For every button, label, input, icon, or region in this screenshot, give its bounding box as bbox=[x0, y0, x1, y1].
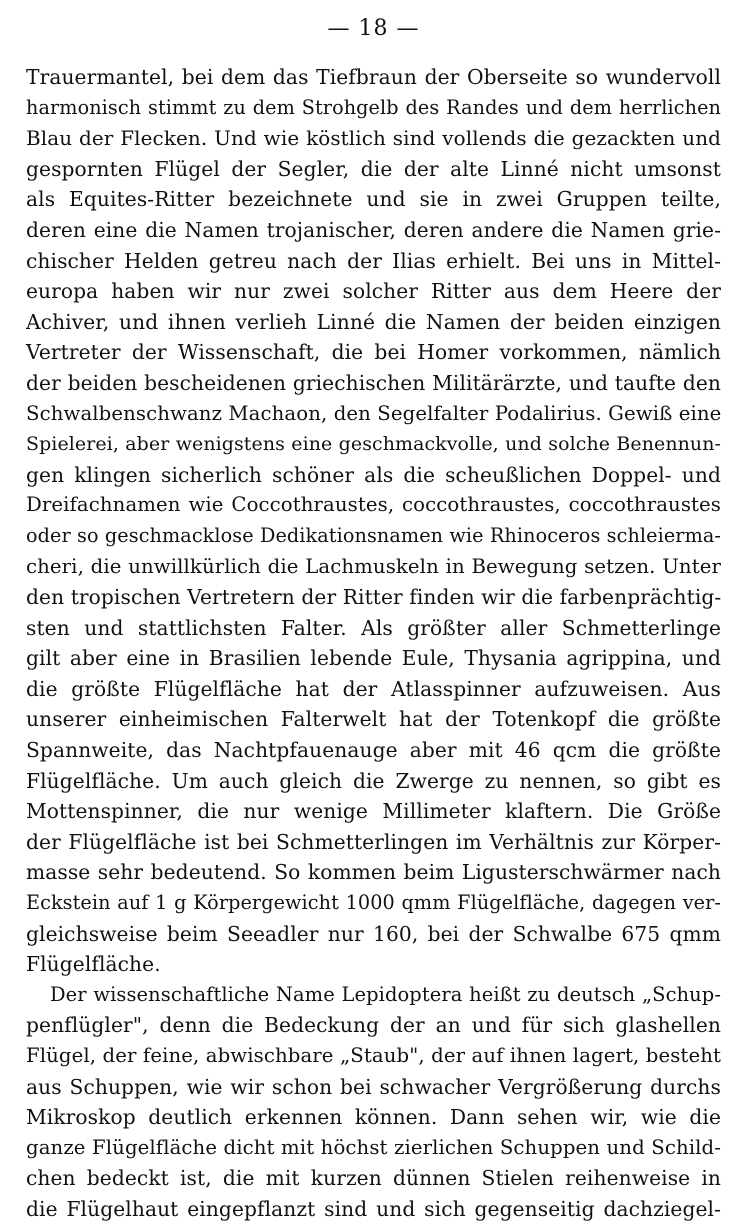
text-line: unserer einheimischen Falterwelt hat der Totenkopf die größte bbox=[26, 707, 721, 732]
text-line: Flügelfläche. bbox=[26, 952, 161, 977]
text-line: Schwalbenschwanz Machaon, den Segelfalter Podalirius. Gewiß eine bbox=[26, 401, 722, 425]
text-line: europa haben wir nur zwei solcher Ritter aus dem Heere der bbox=[26, 279, 721, 304]
text-line: Vertreter der Wissenschaft, die bei Homer vorkommen, nämlich bbox=[26, 340, 721, 365]
text-line: als Equites-Ritter bezeichnete und sie in zwei Gruppen teilte, bbox=[26, 187, 721, 212]
body-text bbox=[26, 62, 721, 1225]
text-line: oder so geschmacklose Dedikationsnamen wie Rhinoceros schleierma- bbox=[26, 523, 721, 547]
text-line: harmonisch stimmt zu dem Strohgelb des Randes und dem herrlichen bbox=[26, 95, 721, 119]
text-line: gen klingen sicherlich schöner als die scheußlichen Doppel- und bbox=[26, 462, 721, 487]
text-line: cheri, die unwillkürlich die Lachmuskeln in Bewegung setzen. Unter bbox=[26, 554, 721, 578]
text-line: die größte Flügelfläche hat der Atlasspinner aufzuweisen. Aus bbox=[26, 676, 721, 701]
text-line: Spielerei, aber wenigstens eine geschmackvolle, und solche Benennun- bbox=[26, 433, 721, 456]
text-line: masse sehr bedeutend. So kommen beim Ligusterschwärmer nach bbox=[26, 860, 721, 885]
text-line: Mikroskop deutlich erkennen können. Dann sehen wir, wie die bbox=[26, 1105, 721, 1130]
text-line: die Flügelhaut eingepflanzt sind und sich gegenseitig dachziegel- bbox=[26, 1196, 721, 1221]
text-line: deren eine die Namen trojanischer, deren andere die Namen grie- bbox=[26, 217, 721, 242]
text-line: gleichsweise beim Seeadler nur 160, bei der Schwalbe 675 qmm bbox=[26, 921, 721, 946]
text-line: gespornten Flügel der Segler, die der alte Linné nicht umsonst bbox=[26, 156, 721, 181]
text-line: Dreifachnamen wie Coccothraustes, coccothraustes, coccothraustes bbox=[26, 493, 721, 517]
text-line: Achiver, und ihnen verlieh Linné die Namen der beiden einzigen bbox=[26, 309, 721, 334]
text-line: gilt aber eine in Brasilien lebende Eule, Thysania agrippina, und bbox=[26, 646, 721, 671]
text-line: ganze Flügelfläche dicht mit höchst zierlichen Schuppen und Schild- bbox=[26, 1135, 721, 1159]
text-line: aus Schuppen, wie wir schon bei schwacher Vergrößerung durchs bbox=[26, 1074, 721, 1099]
text-line: penflügler", denn die Bedeckung der an und für sich glashellen bbox=[26, 1013, 721, 1038]
text-line: chen bedeckt ist, die mit kurzen dünnen Stielen reihenweise in bbox=[26, 1166, 721, 1191]
text-line: Trauermantel, bei dem das Tiefbraun der Oberseite so wundervoll bbox=[26, 65, 721, 89]
text-line: Flügelfläche. Um auch gleich die Zwerge zu nennen, so gibt es bbox=[26, 768, 721, 793]
text-line: Blau der Flecken. Und wie köstlich sind vollends die gezackten und bbox=[26, 126, 721, 151]
text-line: der beiden bescheidenen griechischen Militärärzte, und taufte den bbox=[26, 370, 721, 395]
text-line: der Flügelfläche ist bei Schmetterlingen im Verhältnis zur Körper- bbox=[26, 829, 721, 854]
text-line: Flügel, der feine, abwischbare „Staub", der auf ihnen lagert, besteht bbox=[26, 1044, 721, 1067]
text-line: sten und stattlichsten Falter. Als größter aller Schmetterlinge bbox=[26, 615, 721, 640]
text-line: Der wissenschaftliche Name Lepidoptera heißt zu deutsch „Schup- bbox=[50, 982, 721, 1006]
page-number: — 18 — bbox=[327, 16, 420, 41]
text-line: Spannweite, das Nachtpfauenauge aber mit 46 qcm die größte bbox=[26, 738, 721, 763]
text-line: Mottenspinner, die nur wenige Millimeter klaftern. Die Größe bbox=[26, 799, 721, 824]
text-line: den tropischen Vertretern der Ritter finden wir die farbenprächtig- bbox=[26, 585, 722, 610]
text-line: Eckstein auf 1 g Körpergewicht 1000 qmm Flügelfläche, dagegen ver- bbox=[26, 891, 721, 915]
text-line: chischer Helden getreu nach der Ilias erhielt. Bei uns in Mittel- bbox=[26, 248, 721, 273]
